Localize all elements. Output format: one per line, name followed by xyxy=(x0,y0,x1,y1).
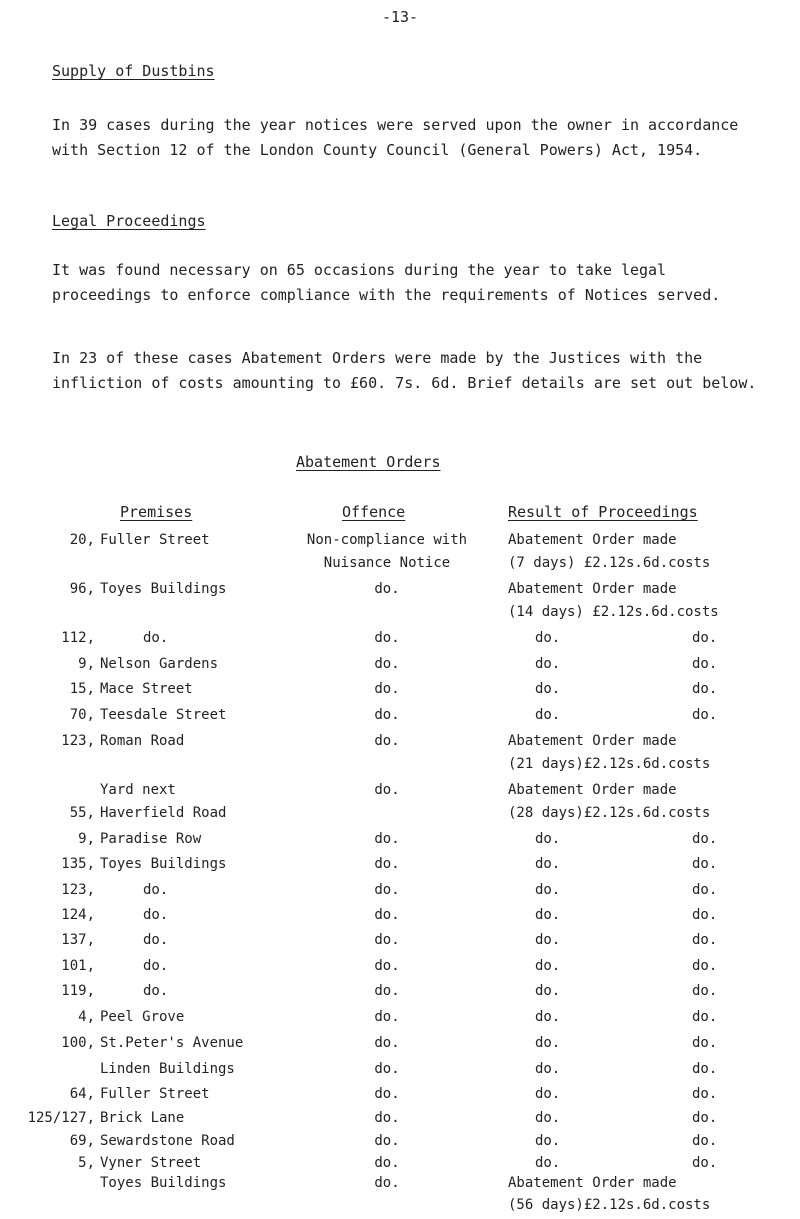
table-row xyxy=(0,733,800,755)
result-costs-cell: do. xyxy=(692,1155,718,1171)
table-row xyxy=(0,1035,800,1057)
offence-cell: do. xyxy=(374,983,400,999)
premises-name: Haverfield Road xyxy=(100,805,227,821)
result-cell: Abatement Order made xyxy=(508,1175,677,1191)
result-cell: Abatement Order made xyxy=(508,581,677,597)
premises-number: 100, xyxy=(61,1035,95,1051)
premises-name: Mace Street xyxy=(100,681,193,697)
table-row xyxy=(0,782,800,804)
table-row xyxy=(0,831,800,853)
offence-cell: do. xyxy=(374,581,400,597)
premises-name: do. xyxy=(143,932,169,948)
offence-cell: do. xyxy=(374,856,400,872)
result-costs-cell: do. xyxy=(692,882,718,898)
result-cell: do. xyxy=(535,1009,561,1025)
table-row xyxy=(0,756,800,778)
result-costs-cell: do. xyxy=(692,1086,718,1102)
offence-cell: do. xyxy=(374,932,400,948)
result-costs-cell: do. xyxy=(692,958,718,974)
premises-name: Toyes Buildings xyxy=(100,581,227,597)
table-row xyxy=(0,1110,800,1132)
premises-name: do. xyxy=(143,958,169,974)
column-header-offence: Offence xyxy=(342,503,406,521)
table-row xyxy=(0,581,800,603)
result-cell: do. xyxy=(535,958,561,974)
table-row xyxy=(0,958,800,980)
table-row xyxy=(0,1009,800,1031)
table-row xyxy=(0,882,800,904)
premises-number: 112, xyxy=(61,630,95,646)
offence-cell: do. xyxy=(374,1133,400,1149)
premises-number: 20, xyxy=(69,532,95,548)
result-costs-cell: do. xyxy=(692,1035,718,1051)
table-row xyxy=(0,707,800,729)
offence-cell: do. xyxy=(374,1035,400,1051)
premises-name: do. xyxy=(143,630,169,646)
result-costs-cell: do. xyxy=(692,907,718,923)
premises-name: Teesdale Street xyxy=(100,707,227,723)
column-header-result: Result of Proceedings xyxy=(508,503,698,521)
table-title: Abatement Orders xyxy=(296,453,441,471)
premises-number: 125/127, xyxy=(27,1110,95,1126)
result-cell: do. xyxy=(535,1155,561,1171)
result-cell: do. xyxy=(535,831,561,847)
premises-name: Sewardstone Road xyxy=(100,1133,235,1149)
table-row xyxy=(0,555,800,577)
table-row xyxy=(0,681,800,703)
result-cell: Abatement Order made xyxy=(508,782,677,798)
paragraph-dustbins: In 39 cases during the year notices were served upon the owner in accordance with Section 12 of the London County Council (General Powers) Act, 1954. xyxy=(52,116,739,159)
table-row xyxy=(0,856,800,878)
premises-name: Vyner Street xyxy=(100,1155,202,1171)
paragraph-legal-2: In 23 of these cases Abatement Orders were made by the Justices with the infliction of costs amounting to £60. 7s. 6d. Brief details are set out below. xyxy=(52,349,757,392)
offence-cell: Non-compliance with xyxy=(306,532,468,548)
table-row xyxy=(0,1197,800,1219)
result-cell: do. xyxy=(535,907,561,923)
offence-cell: do. xyxy=(374,681,400,697)
result-costs-cell: do. xyxy=(692,1061,718,1077)
result-cell: do. xyxy=(535,1061,561,1077)
offence-cell: do. xyxy=(374,831,400,847)
premises-number: 123, xyxy=(61,733,95,749)
offence-cell: do. xyxy=(374,733,400,749)
premises-number: 124, xyxy=(61,907,95,923)
table-row xyxy=(0,630,800,652)
result-costs-cell: do. xyxy=(692,1009,718,1025)
offence-cell: do. xyxy=(374,907,400,923)
result-cell: do. xyxy=(535,882,561,898)
offence-cell: do. xyxy=(374,707,400,723)
result-cell: do. xyxy=(535,1110,561,1126)
premises-number: 5, xyxy=(78,1155,95,1171)
table-row xyxy=(0,1086,800,1108)
premises-name: Fuller Street xyxy=(100,532,210,548)
result-cell: (14 days) £2.12s.6d.costs xyxy=(508,604,719,620)
result-cell: do. xyxy=(535,1035,561,1051)
premises-name: Yard next xyxy=(100,782,176,798)
premises-number: 64, xyxy=(69,1086,95,1102)
table-row xyxy=(0,1133,800,1155)
offence-cell: Nuisance Notice xyxy=(323,555,451,571)
premises-name: St.Peter's Avenue xyxy=(100,1035,244,1051)
premises-number: 55, xyxy=(69,805,95,821)
result-cell: do. xyxy=(535,1086,561,1102)
result-cell: do. xyxy=(535,983,561,999)
premises-name: Nelson Gardens xyxy=(100,656,219,672)
premises-name: Roman Road xyxy=(100,733,185,749)
result-cell: (7 days) £2.12s.6d.costs xyxy=(508,555,711,571)
table-row xyxy=(0,1061,800,1083)
result-cell: do. xyxy=(535,630,561,646)
page-number: -13- xyxy=(381,8,419,26)
result-costs-cell: do. xyxy=(692,630,718,646)
table-row xyxy=(0,604,800,626)
table-row xyxy=(0,1175,800,1197)
result-costs-cell: do. xyxy=(692,983,718,999)
premises-number: 96, xyxy=(69,581,95,597)
premises-name: do. xyxy=(143,907,169,923)
premises-name: Paradise Row xyxy=(100,831,202,847)
premises-number: 70, xyxy=(69,707,95,723)
offence-cell: do. xyxy=(374,1110,400,1126)
result-cell: do. xyxy=(535,856,561,872)
result-costs-cell: do. xyxy=(692,681,718,697)
result-cell: Abatement Order made xyxy=(508,532,677,548)
table-row xyxy=(0,907,800,929)
result-costs-cell: do. xyxy=(692,1110,718,1126)
result-cell: (28 days)£2.12s.6d.costs xyxy=(508,805,711,821)
premises-number: 135, xyxy=(61,856,95,872)
result-cell: (21 days)£2.12s.6d.costs xyxy=(508,756,711,772)
result-cell: do. xyxy=(535,681,561,697)
premises-name: do. xyxy=(143,882,169,898)
table-row xyxy=(0,983,800,1005)
offence-cell: do. xyxy=(374,1175,400,1191)
offence-cell: do. xyxy=(374,630,400,646)
paragraph-legal-1: It was found necessary on 65 occasions during the year to take legal proceedings to enforce compliance with the requirements of Notices served. xyxy=(52,261,721,304)
table-row xyxy=(0,656,800,678)
result-costs-cell: do. xyxy=(692,1133,718,1149)
offence-cell: do. xyxy=(374,958,400,974)
result-costs-cell: do. xyxy=(692,831,718,847)
premises-number: 101, xyxy=(61,958,95,974)
premises-number: 69, xyxy=(69,1133,95,1149)
table-row xyxy=(0,532,800,554)
result-cell: (56 days)£2.12s.6d.costs xyxy=(508,1197,711,1213)
offence-cell: do. xyxy=(374,782,400,798)
result-cell: do. xyxy=(535,656,561,672)
offence-cell: do. xyxy=(374,1086,400,1102)
result-costs-cell: do. xyxy=(692,856,718,872)
premises-name: Toyes Buildings xyxy=(100,1175,227,1191)
offence-cell: do. xyxy=(374,1009,400,1025)
result-costs-cell: do. xyxy=(692,707,718,723)
premises-number: 9, xyxy=(78,656,95,672)
result-costs-cell: do. xyxy=(692,656,718,672)
premises-name: Linden Buildings xyxy=(100,1061,235,1077)
offence-cell: do. xyxy=(374,1155,400,1171)
premises-number: 15, xyxy=(69,681,95,697)
result-costs-cell: do. xyxy=(692,932,718,948)
result-cell: do. xyxy=(535,707,561,723)
premises-number: 9, xyxy=(78,831,95,847)
offence-cell: do. xyxy=(374,656,400,672)
premises-name: Brick Lane xyxy=(100,1110,185,1126)
premises-name: Fuller Street xyxy=(100,1086,210,1102)
section-heading-legal: Legal Proceedings xyxy=(52,212,206,230)
result-cell: Abatement Order made xyxy=(508,733,677,749)
result-cell: do. xyxy=(535,932,561,948)
premises-number: 123, xyxy=(61,882,95,898)
premises-number: 137, xyxy=(61,932,95,948)
premises-name: Toyes Buildings xyxy=(100,856,227,872)
section-heading-dustbins: Supply of Dustbins xyxy=(52,62,215,80)
premises-name: do. xyxy=(143,983,169,999)
result-cell: do. xyxy=(535,1133,561,1149)
table-row xyxy=(0,805,800,827)
offence-cell: do. xyxy=(374,882,400,898)
table-row xyxy=(0,1155,800,1177)
premises-name: Peel Grove xyxy=(100,1009,185,1025)
table-row xyxy=(0,932,800,954)
column-header-premises: Premises xyxy=(120,503,193,521)
premises-number: 119, xyxy=(61,983,95,999)
offence-cell: do. xyxy=(374,1061,400,1077)
premises-number: 4, xyxy=(78,1009,95,1025)
